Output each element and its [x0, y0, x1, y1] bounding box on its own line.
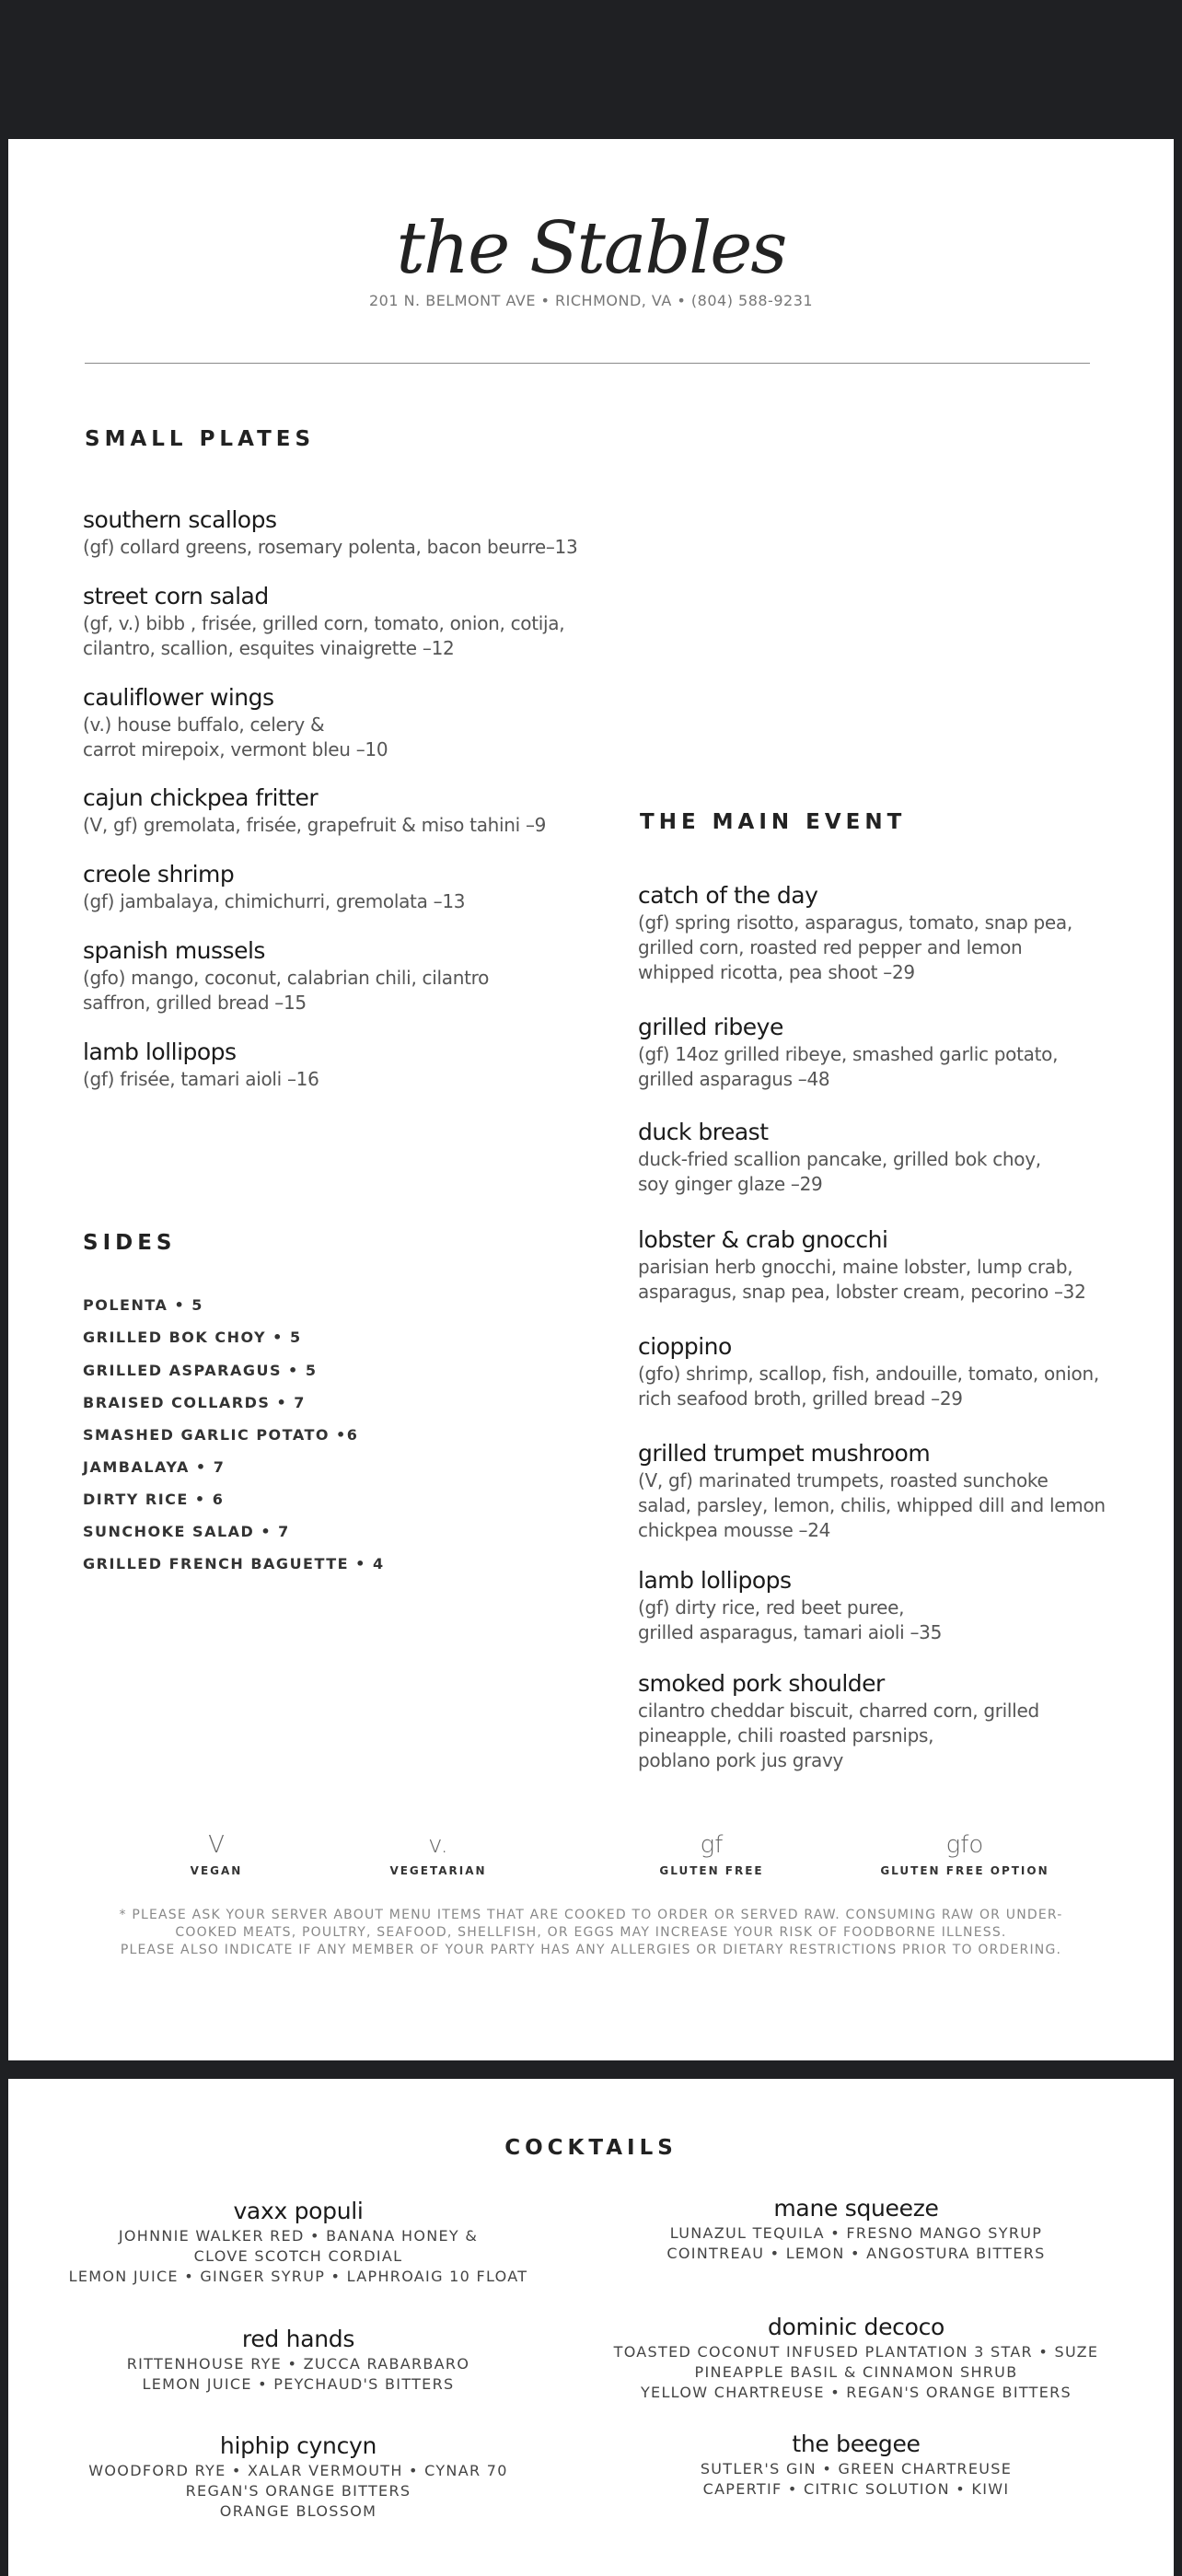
cocktail-ingredients: WOODFORD RYE • XALAR VERMOUTH • CYNAR 70 REGAN'S ORANGE BITTERS ORANGE BLOSSOM — [88, 2462, 508, 2520]
menu-item-name: cioppino — [638, 1333, 732, 1360]
allergy-notice: * PLEASE ASK YOUR SERVER ABOUT MENU ITEMS THAT ARE COOKED TO ORDER OR SERVED RAW. CONSUMING RAW OR UNDER- COOKED MEATS, POULTRY, SEAFOOD, SHELLFISH, OR EGGS MAY INCREASE YOUR RISK OF FOODBORNE ILLNESS. PLEASE ALSO INDICATE IF ANY MEMBER OF YOUR PARTY HAS ANY ALLERGIES OR DIETARY RESTRICTIONS PRIOR TO ORDERING. — [119, 1908, 1063, 1957]
legend-label: GLUTEN FREE — [659, 1864, 764, 1877]
menu-page-food — [8, 139, 1174, 2060]
menu-item-description: (gf) jambalaya, chimichurri, gremolata –13 — [83, 890, 466, 912]
menu-item-description: (V, gf) marinated trumpets, roasted sunchoke salad, parsley, lemon, chilis, whipped dill and lemon chickpea mousse –24 — [638, 1469, 1106, 1541]
menu-item — [638, 1013, 1058, 1092]
cocktail-ingredients: TOASTED COCONUT INFUSED PLANTATION 3 STAR • SUZE PINEAPPLE BASIL & CINNAMON SHRUB YELLOW CHARTREUSE • REGAN'S ORANGE BITTERS — [613, 2343, 1099, 2401]
menu-item-name: lamb lollipops — [638, 1567, 792, 1594]
menu-item-name: cajun chickpea fritter — [83, 784, 319, 811]
header-divider — [85, 363, 1090, 364]
small-plates-heading: SMALL PLATES — [85, 427, 316, 451]
menu-item-name: lamb lollipops — [83, 1039, 237, 1065]
cocktail-ingredients: JOHNNIE WALKER RED • BANANA HONEY & CLOVE SCOTCH CORDIAL LEMON JUICE • GINGER SYRUP • LAPHROAIG 10 FLOAT — [68, 2227, 528, 2285]
menu-item-description: (gf, v.) bibb , frisée, grilled corn, tomato, onion, cotija, cilantro, scallion, esquites vinaigrette –12 — [83, 612, 565, 659]
legend-gluten-free — [592, 1831, 831, 1877]
menu-item — [83, 936, 489, 1015]
menu-item-name: cauliflower wings — [83, 684, 274, 711]
menu-item — [638, 1669, 1039, 1773]
legend-symbol: v. — [428, 1831, 448, 1859]
side-item: JAMBALAYA • 7 — [83, 1458, 226, 1476]
menu-item-name: spanish mussels — [83, 937, 265, 964]
menu-item-name: grilled ribeye — [638, 1014, 783, 1040]
legend-label: VEGAN — [190, 1864, 243, 1877]
menu-item-description: (gf) spring risotto, asparagus, tomato, snap pea, grilled corn, roasted red pepper and lemon whipped ricotta, pea shoot –29 — [638, 911, 1072, 983]
cocktails-heading: COCKTAILS — [504, 2136, 678, 2160]
legend-symbol: V — [208, 1831, 225, 1859]
menu-item-description: (gf) dirty rice, red beet puree, grilled asparagus, tamari aioli –35 — [638, 1596, 942, 1643]
side-item: GRILLED ASPARAGUS • 5 — [83, 1362, 318, 1379]
side-item: DIRTY RICE • 6 — [83, 1491, 225, 1508]
cocktail-name: vaxx populi — [233, 2198, 364, 2224]
menu-item — [83, 683, 388, 762]
main-event-heading: THE MAIN EVENT — [640, 810, 907, 834]
menu-page-cocktails — [8, 2079, 1174, 2576]
side-item: BRAISED COLLARDS • 7 — [83, 1394, 306, 1411]
menu-item-name: street corn salad — [83, 583, 269, 609]
cocktail-name: hiphip cyncyn — [219, 2432, 377, 2459]
menu-item-name: grilled trumpet mushroom — [638, 1440, 931, 1467]
menu-item-description: cilantro cheddar biscuit, charred corn, grilled pineapple, chili roasted parsnips, poblano pork jus gravy — [638, 1700, 1039, 1771]
cocktail-item — [598, 2194, 1114, 2264]
menu-item-name: creole shrimp — [83, 861, 235, 888]
menu-item-description: (gfo) mango, coconut, calabrian chili, cilantro saffron, grilled bread –15 — [83, 967, 490, 1014]
restaurant-logo: the Stables — [396, 207, 786, 290]
menu-item-name: catch of the day — [638, 882, 818, 909]
menu-item — [638, 881, 1072, 985]
menu-item — [83, 783, 546, 838]
menu-item-description: (gf) frisée, tamari aioli –16 — [83, 1068, 319, 1090]
side-item: GRILLED FRENCH BAGUETTE • 4 — [83, 1555, 385, 1572]
menu-item-description: parisian herb gnocchi, maine lobster, lump crab, asparagus, snap pea, lobster cream, pecorino –32 — [638, 1256, 1086, 1303]
side-item: SUNCHOKE SALAD • 7 — [83, 1523, 290, 1540]
menu-item-description: (gfo) shrimp, scallop, fish, andouille, tomato, onion, rich seafood broth, grilled bread –29 — [638, 1363, 1099, 1410]
legend-label: GLUTEN FREE OPTION — [880, 1864, 1049, 1877]
legend-vegetarian — [319, 1831, 558, 1877]
legend-symbol: gfo — [945, 1831, 984, 1859]
menu-item — [638, 1225, 1086, 1305]
cocktail-ingredients: SUTLER'S GIN • GREEN CHARTREUSE CAPERTIF • CITRIC SOLUTION • KIWI — [700, 2460, 1013, 2498]
menu-item-description: (V, gf) gremolata, frisée, grapefruit & miso tahini –9 — [83, 814, 547, 836]
menu-item — [83, 860, 465, 914]
menu-item — [638, 1332, 1099, 1411]
menu-item-description: (gf) collard greens, rosemary polenta, bacon beurre–13 — [83, 536, 578, 558]
menu-item — [83, 582, 564, 661]
menu-item — [83, 505, 577, 560]
sides-heading: SIDES — [83, 1231, 177, 1255]
side-item: GRILLED BOK CHOY • 5 — [83, 1329, 302, 1346]
menu-item-name: lobster & crab gnocchi — [638, 1226, 888, 1253]
cocktail-item — [598, 2430, 1114, 2500]
menu-item-description: duck-fried scallion pancake, grilled bok choy, soy ginger glaze –29 — [638, 1148, 1041, 1195]
menu-item-name: smoked pork shoulder — [638, 1670, 885, 1697]
side-item: POLENTA • 5 — [83, 1296, 203, 1314]
legend-symbol: gf — [700, 1831, 724, 1859]
menu-item-description: (v.) house buffalo, celery & carrot mirepoix, vermont bleu –10 — [83, 714, 388, 760]
cocktail-item — [41, 2197, 556, 2287]
cocktail-name: mane squeeze — [773, 2195, 939, 2222]
cocktail-item — [598, 2313, 1114, 2403]
menu-item — [83, 1038, 319, 1092]
cocktail-ingredients: RITTENHOUSE RYE • ZUCCA RABARBARO LEMON JUICE • PEYCHAUD'S BITTERS — [126, 2355, 470, 2393]
cocktail-name: dominic decoco — [767, 2314, 945, 2340]
menu-item — [638, 1439, 1106, 1543]
restaurant-address: 201 N. BELMONT AVE • RICHMOND, VA • (804) 588-9231 — [368, 292, 814, 309]
cocktail-ingredients: LUNAZUL TEQUILA • FRESNO MANGO SYRUP COINTREAU • LEMON • ANGOSTURA BITTERS — [666, 2224, 1046, 2262]
menu-item — [638, 1118, 1041, 1197]
menu-item-name: duck breast — [638, 1119, 769, 1145]
cocktail-name: red hands — [241, 2326, 355, 2352]
legend-gluten-free-option — [845, 1831, 1084, 1877]
menu-item — [638, 1566, 942, 1645]
cocktail-name: the beegee — [792, 2431, 921, 2457]
cocktail-item — [41, 2325, 556, 2395]
legend-label: VEGETARIAN — [389, 1864, 487, 1877]
side-item: SMASHED GARLIC POTATO •6 — [83, 1426, 359, 1444]
cocktail-item — [41, 2431, 556, 2522]
legend-vegan — [97, 1831, 336, 1877]
menu-item-name: southern scallops — [83, 506, 277, 533]
menu-item-description: (gf) 14oz grilled ribeye, smashed garlic potato, grilled asparagus –48 — [638, 1043, 1059, 1090]
